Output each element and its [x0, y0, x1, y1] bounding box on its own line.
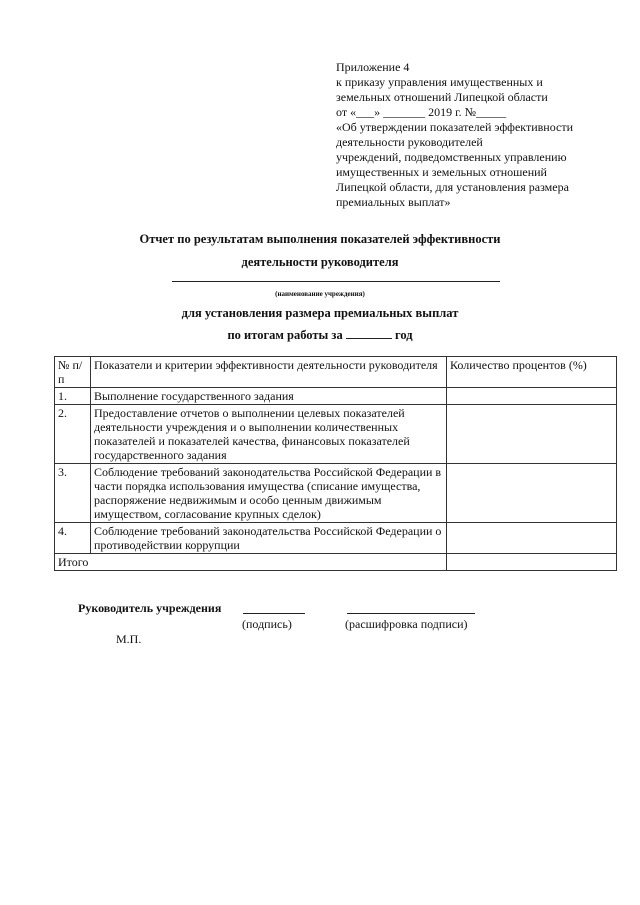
appendix-line: деятельности руководителей	[336, 135, 483, 149]
appendix-line: земельных отношений Липецкой области	[336, 90, 548, 104]
appendix-line: Приложение 4	[336, 60, 410, 74]
appendix-line: имущественных и земельных отношений	[336, 165, 547, 179]
indicators-table	[54, 356, 617, 571]
org-caption: (наименование учреждения)	[275, 290, 365, 298]
row-value	[447, 464, 617, 523]
report-title-line2: деятельности руководителя	[241, 255, 399, 269]
report-period	[0, 327, 640, 343]
decode-line	[347, 613, 475, 614]
table-row	[55, 464, 617, 523]
total-label: Итого	[55, 554, 447, 571]
row-text: Соблюдение требований законодательства Российской Федерации в части порядка использования имущества (списание имущества, распоряжение недвижимым и особо ценным движимым имуществом, согласование крупных сделок)	[91, 464, 447, 523]
signature-label: Руководитель учреждения	[78, 601, 222, 615]
total-value	[447, 554, 617, 571]
row-value	[447, 388, 617, 405]
appendix-line: от «___» _______ 2019 г. №_____	[336, 105, 507, 119]
header-num: № п/п	[55, 357, 91, 388]
row-num: 1.	[55, 388, 91, 405]
table-row	[55, 405, 617, 464]
appendix-block	[336, 60, 616, 210]
row-num: 3.	[55, 464, 91, 523]
appendix-line: к приказу управления имущественных и	[336, 75, 543, 89]
period-suffix: год	[394, 328, 413, 342]
period-blank	[346, 327, 392, 339]
stamp-place: М.П.	[116, 632, 142, 646]
appendix-line: учреждений, подведомственных управлению	[336, 150, 567, 164]
appendix-line: Липецкой области, для установления размера	[336, 180, 569, 194]
row-text: Предоставление отчетов о выполнении целевых показателей деятельности учреждения и о выполнении количественных показателей и показателей качества, финансовых показателей государственного задания	[91, 405, 447, 464]
row-text: Выполнение государственного задания	[91, 388, 447, 405]
period-prefix: по итогам работы за	[227, 328, 343, 342]
signature-caption: (подпись)	[242, 617, 292, 631]
report-purpose: для установления размера премиальных выплат	[181, 306, 459, 320]
table-row	[55, 523, 617, 554]
signature-line	[243, 613, 305, 614]
row-value	[447, 523, 617, 554]
table-header-row	[55, 357, 617, 388]
header-percent: Количество процентов (%)	[447, 357, 617, 388]
table-row	[55, 388, 617, 405]
appendix-line: «Об утверждении показателей эффективности	[336, 120, 573, 134]
row-num: 4.	[55, 523, 91, 554]
header-indicator: Показатели и критерии эффективности деятельности руководителя	[91, 357, 447, 388]
appendix-line: премиальных выплат»	[336, 195, 451, 209]
row-text: Соблюдение требований законодательства Российской Федерации о противодействии коррупции	[91, 523, 447, 554]
org-name-line	[172, 281, 500, 282]
row-num: 2.	[55, 405, 91, 464]
report-title-line1: Отчет по результатам выполнения показателей эффективности	[139, 232, 501, 246]
table-total-row	[55, 554, 617, 571]
decode-caption: (расшифровка подписи)	[345, 617, 468, 631]
row-value	[447, 405, 617, 464]
